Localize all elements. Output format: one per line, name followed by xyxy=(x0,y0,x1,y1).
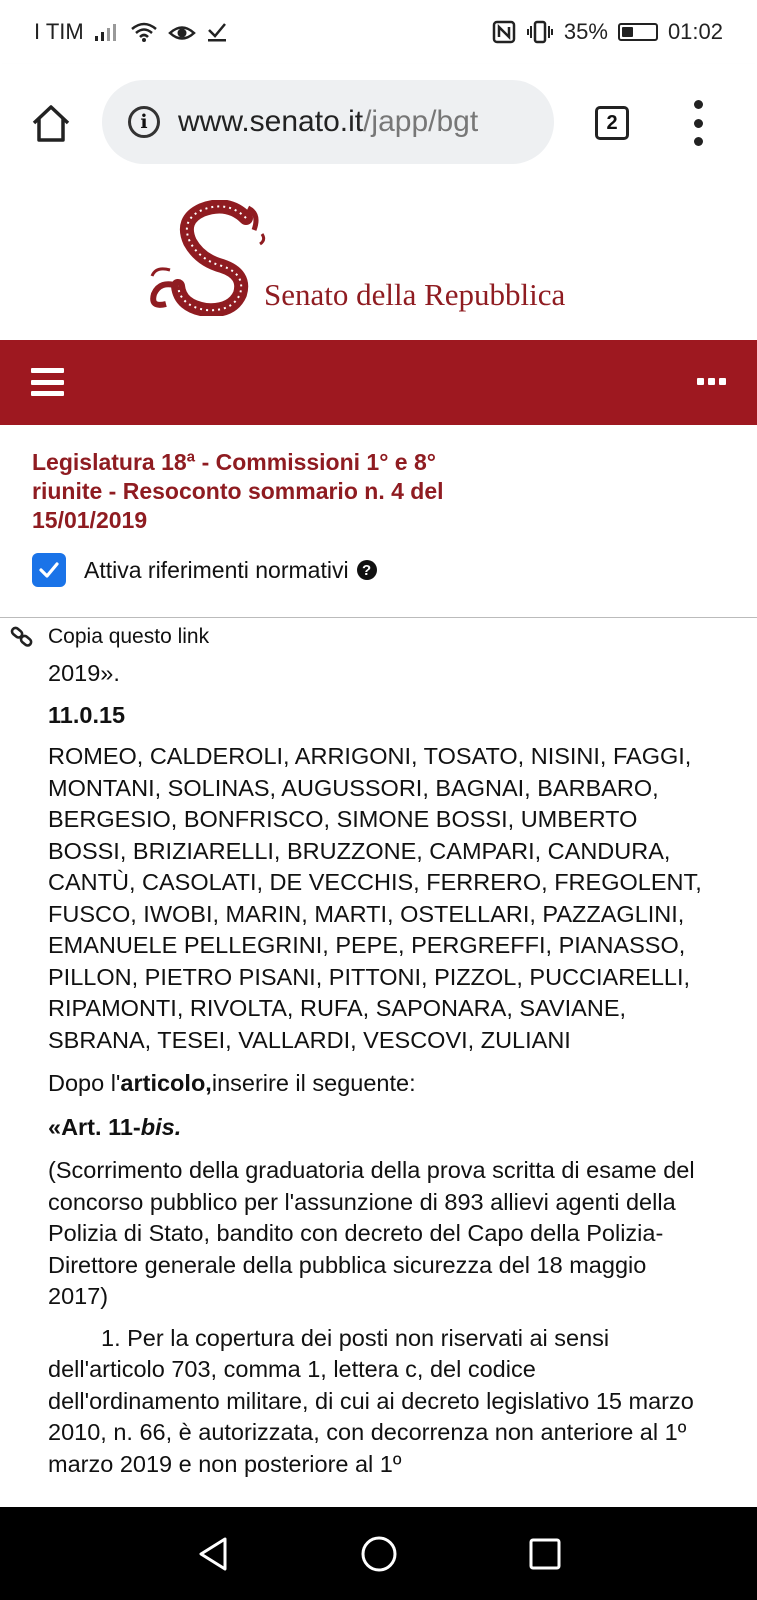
signal-icon xyxy=(94,22,120,42)
hamburger-line xyxy=(31,391,64,396)
check-icon xyxy=(206,21,228,43)
copy-link-label: Copia questo link xyxy=(48,625,210,648)
instruction-suffix: inserire il seguente: xyxy=(211,1070,416,1096)
recents-icon[interactable] xyxy=(528,1537,562,1571)
more-options-icon[interactable] xyxy=(697,378,726,385)
kebab-dot-icon xyxy=(694,100,703,109)
site-header xyxy=(0,180,757,340)
carrier-label: I TIM xyxy=(34,19,84,44)
nfc-icon xyxy=(492,20,516,44)
more-dot xyxy=(719,378,726,385)
url-bar[interactable] xyxy=(102,80,554,164)
status-left xyxy=(34,19,228,45)
instruction-bold: articolo, xyxy=(120,1070,212,1096)
clock: 01:02 xyxy=(667,19,723,44)
document-content xyxy=(48,658,708,1480)
normative-references-toggle[interactable] xyxy=(32,553,377,587)
document-title: Legislatura 18ª - Commissioni 1° e 8° riunite - Resoconto sommario n. 4 del 15/01/2019 xyxy=(32,449,444,533)
checkmark-icon xyxy=(38,561,60,579)
senato-logo-icon[interactable] xyxy=(150,200,268,316)
url-host: www.senato.it xyxy=(178,105,364,138)
battery-fill xyxy=(622,27,633,37)
hamburger-line xyxy=(31,380,64,385)
eye-icon xyxy=(168,21,196,43)
copy-link[interactable] xyxy=(10,625,209,649)
home-button[interactable] xyxy=(26,98,76,148)
article-suffix: bis. xyxy=(140,1113,182,1140)
back-icon[interactable] xyxy=(195,1535,231,1573)
instruction-prefix: Dopo l' xyxy=(48,1070,121,1096)
system-navigation-bar xyxy=(0,1507,757,1600)
link-icon xyxy=(10,626,36,648)
references-label[interactable]: Attiva riferimenti normativi xyxy=(84,556,349,583)
help-icon[interactable]: ? xyxy=(357,560,377,580)
home-icon xyxy=(30,103,72,143)
logo-text[interactable]: Senato della Repubblica xyxy=(264,277,566,312)
kebab-dot-icon xyxy=(694,137,703,146)
previous-text-tail: 2019». xyxy=(48,660,120,686)
references-checkbox[interactable] xyxy=(32,553,66,587)
more-dot xyxy=(697,378,704,385)
wifi-icon xyxy=(130,21,158,43)
hamburger-menu-icon[interactable] xyxy=(31,368,64,396)
article-heading xyxy=(48,1112,708,1144)
url-path: /japp/bgt xyxy=(363,105,479,138)
vibrate-icon xyxy=(526,20,554,44)
info-icon[interactable]: i xyxy=(128,106,160,138)
article-rubric: (Scorrimento della graduatoria della prova scritta di esame del concorso pubblico per l'assunzione di 893 allievi agenti della Polizia di Stato, bandito con decreto del Capo della Polizia-Direttore generale della pubblica sicurezza del 18 maggio 2017) xyxy=(48,1157,695,1309)
battery-percent: 35% xyxy=(563,19,608,44)
browser-menu-button[interactable] xyxy=(688,100,708,146)
insertion-instruction xyxy=(48,1068,708,1100)
status-bar xyxy=(0,0,757,64)
article-paragraph-1: 1. Per la copertura dei posti non riservati ai sensi dell'articolo 703, comma 1, lettera c, del codice dell'ordinamento militare, di cui ai decreto legislativo 15 marzo 2010, n. 66, è autorizzata, con decorrenza non anteriore al 1º marzo 2019 e non posteriore al 1º xyxy=(48,1324,694,1477)
tabs-button[interactable]: 2 xyxy=(595,106,629,140)
home-circle-icon[interactable] xyxy=(360,1535,398,1573)
hamburger-line xyxy=(31,368,64,373)
amendment-authors: ROMEO, CALDEROLI, ARRIGONI, TOSATO, NISINI, FAGGI, MONTANI, SOLINAS, AUGUSSORI, BAGNAI, BARBARO, BERGESIO, BONFRISCO, SIMONE BOSSI, UMBERTO BOSSI, BRIZIARELLI, BRUZZONE, CAMPARI, CANDURA, CANTÙ, CASOLATI, DE VECCHIS, FERRERO, FREGOLENT, FUSCO, IWOBI, MARIN, MARTI, OSTELLARI, PAZZAGLINI, EMANUELE PELLEGRINI, PEPE, PERGREFFI, PIANASSO, PILLON, PIETRO PISANI, PITTONI, PIZZOL, PUCCIARELLI, RIPAMONTI, RIVOLTA, RUFA, SAPONARA, SAVIANE, SBRANA, TESEI, VALLARDI, VESCOVI, ZULIANI xyxy=(48,743,702,1053)
kebab-dot-icon xyxy=(694,119,703,128)
divider xyxy=(0,617,757,618)
battery-icon xyxy=(618,23,658,41)
article-prefix: «Art. 11- xyxy=(48,1113,141,1140)
amendment-number: 11.0.15 xyxy=(48,701,126,728)
status-right xyxy=(492,19,723,45)
browser-toolbar xyxy=(0,64,757,180)
more-dot xyxy=(708,378,715,385)
site-nav-bar xyxy=(0,340,757,425)
